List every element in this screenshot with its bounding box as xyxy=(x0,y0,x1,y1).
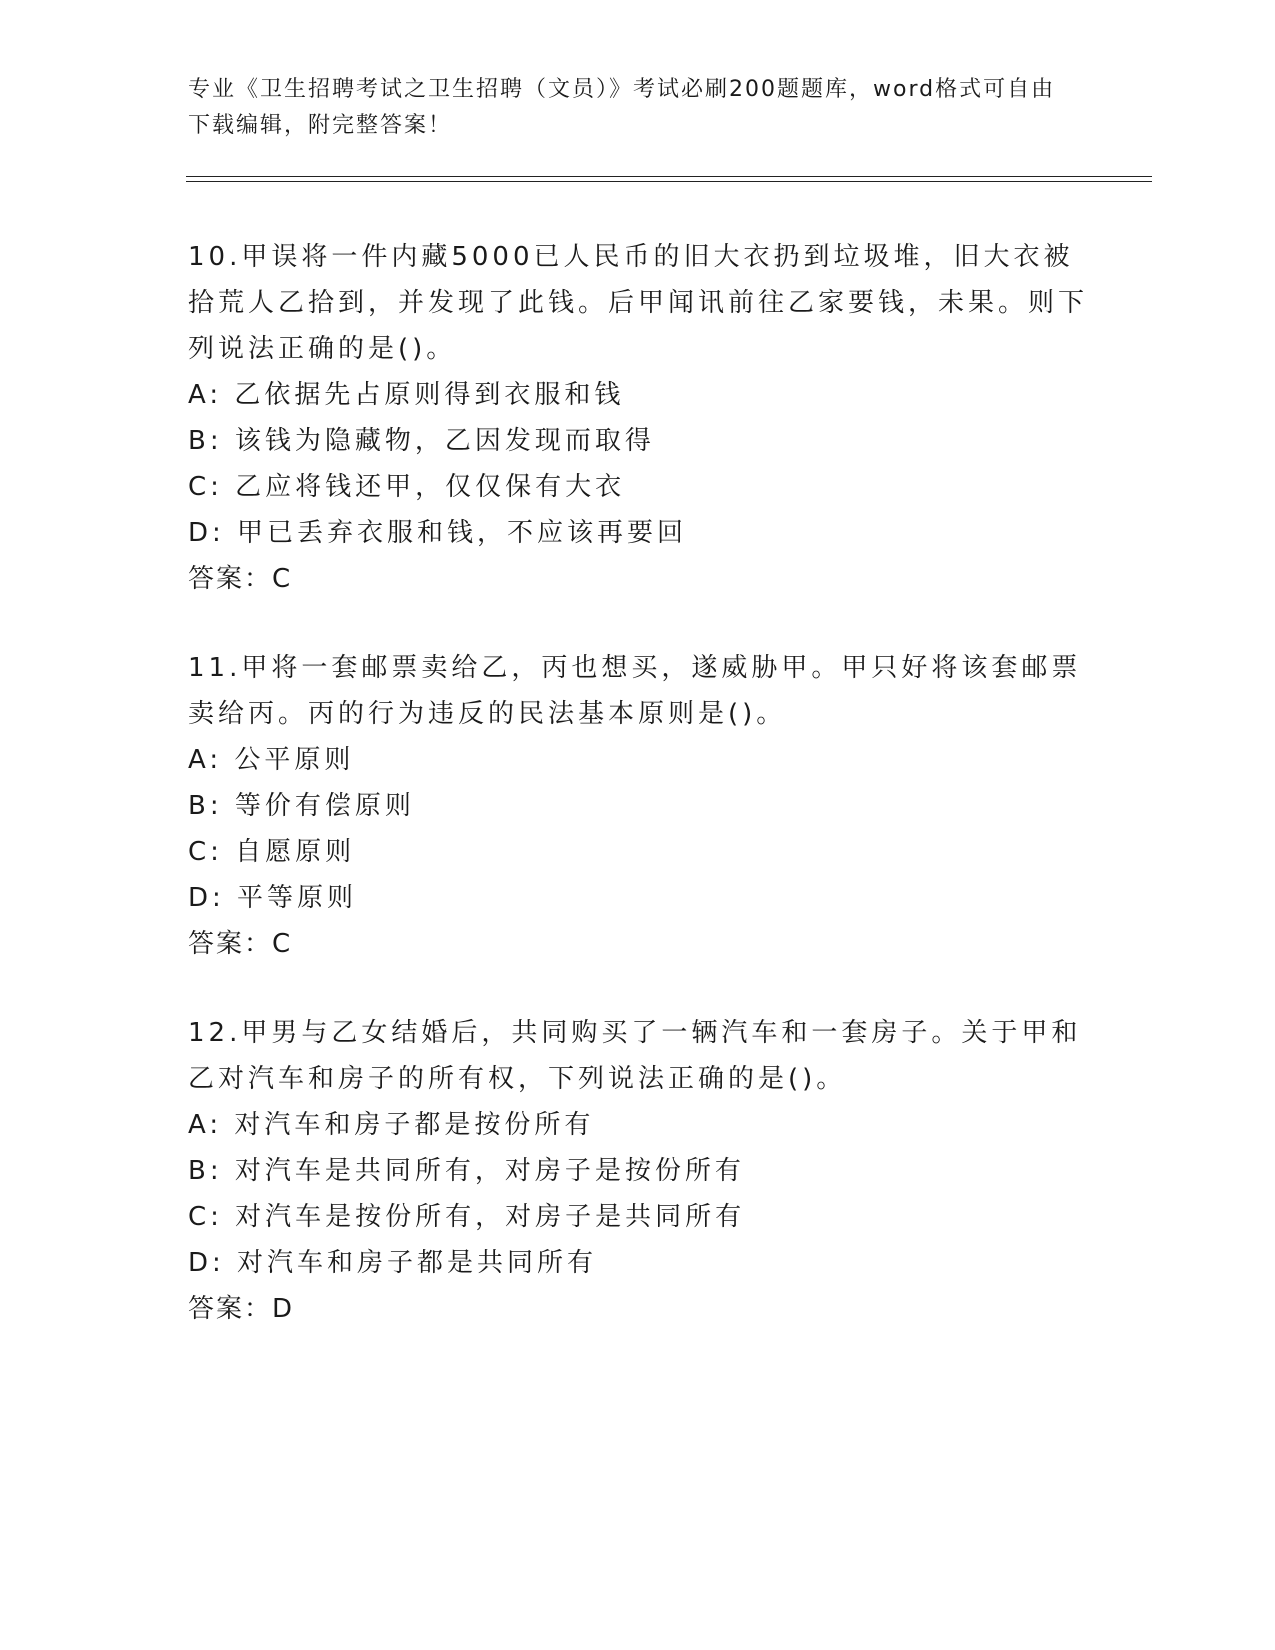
answer: 答案：C xyxy=(188,929,293,959)
question-12 xyxy=(188,1010,1088,1332)
question-stem: 12.甲男与乙女结婚后，共同购买了一辆汽车和一套房子。关于甲和乙对汽车和房子的所有权，下列说法正确的是()。 xyxy=(188,1018,1082,1094)
question-stem: 11.甲将一套邮票卖给乙，丙也想买，遂威胁甲。甲只好将该套邮票卖给丙。丙的行为违反的民法基本原则是()。 xyxy=(188,653,1082,729)
option-a: A: 公平原则 xyxy=(188,745,355,775)
answer: 答案：D xyxy=(188,1294,295,1324)
option-a: A: 乙依据先占原则得到衣服和钱 xyxy=(188,380,625,410)
option-c: C: 对汽车是按份所有，对房子是共同所有 xyxy=(188,1202,746,1232)
answer: 答案：C xyxy=(188,564,293,594)
header-divider-bottom xyxy=(186,181,1152,182)
option-d: D: 对汽车和房子都是共同所有 xyxy=(188,1248,598,1278)
option-d: D: 甲已丢弃衣服和钱，不应该再要回 xyxy=(188,518,688,548)
question-11 xyxy=(188,645,1088,967)
option-c: C: 自愿原则 xyxy=(188,837,356,867)
option-b: B: 等价有偿原则 xyxy=(188,791,415,821)
header-divider-top xyxy=(186,176,1152,177)
option-a: A: 对汽车和房子都是按份所有 xyxy=(188,1110,595,1140)
option-c: C: 乙应将钱还甲，仅仅保有大衣 xyxy=(188,472,626,502)
question-10 xyxy=(188,234,1088,602)
option-b: B: 该钱为隐藏物，乙因发现而取得 xyxy=(188,426,655,456)
question-stem: 10.甲误将一件内藏5000已人民币的旧大衣扔到垃圾堆，旧大衣被拾荒人乙拾到，并发现了此钱。后甲闻讯前往乙家要钱，未果。则下列说法正确的是()。 xyxy=(188,242,1089,364)
option-d: D: 平等原则 xyxy=(188,883,358,913)
option-b: B: 对汽车是共同所有，对房子是按份所有 xyxy=(188,1156,745,1186)
document-header: 专业《卫生招聘考试之卫生招聘（文员）》考试必刷200题题库，word格式可自由下载编辑，附完整答案！ xyxy=(188,77,1056,138)
